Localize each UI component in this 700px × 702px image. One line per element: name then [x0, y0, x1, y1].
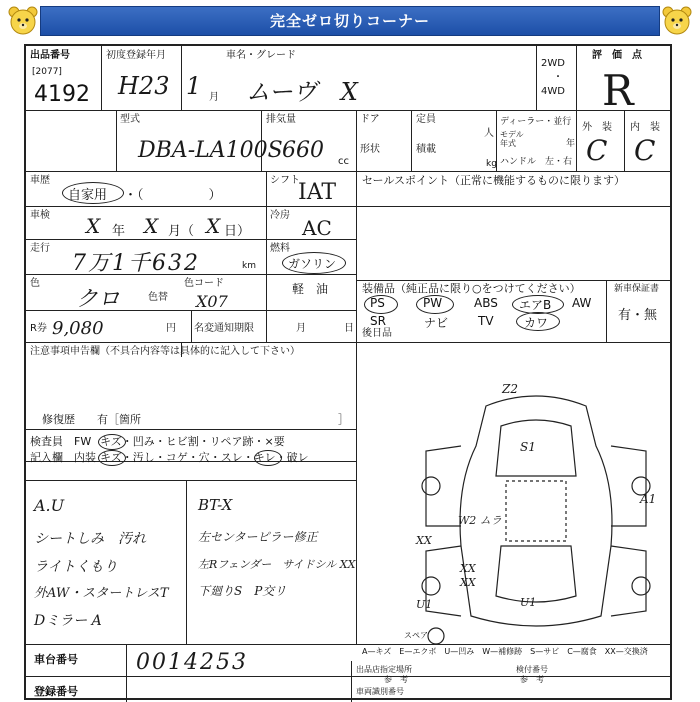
- vin-label: 車両識別番号: [356, 687, 404, 696]
- int-items: キズ・汚し・コゲ・穴・スレ・キレ・破レ: [100, 451, 309, 464]
- shift-label: シフト: [270, 175, 300, 186]
- warranty-label: 新車保証書: [614, 284, 660, 294]
- car-name-value: ムーヴ X: [246, 78, 358, 106]
- load-unit: kg: [486, 159, 497, 169]
- exterior-grade: C: [586, 134, 608, 167]
- mileage-label: 走行: [30, 243, 50, 254]
- drive-4wd: 4WD: [541, 86, 565, 97]
- first-reg-month-unit: 月: [209, 92, 219, 103]
- exterior-label: 外 装: [582, 122, 612, 133]
- recycle-value: 9,080: [52, 318, 104, 339]
- color-change-label: 色替: [148, 292, 168, 303]
- name-change-day: 日: [344, 323, 354, 334]
- equip-navi: ナビ: [424, 316, 449, 330]
- inspection-no-ref: 参 考: [520, 675, 544, 684]
- first-reg-year: H23: [118, 72, 170, 100]
- sales-point-label: セールスポイント（正常に機能するものに限ります）: [362, 174, 626, 187]
- chassis-value: 0014253: [136, 650, 248, 675]
- name-change-month: 月: [296, 323, 306, 334]
- fuel-gasoline: ガソリン: [288, 257, 337, 271]
- handle-label: ハンドル 左・右: [500, 157, 573, 167]
- recycle-label: R券: [30, 323, 47, 334]
- chassis-label: 車台番号: [34, 653, 78, 666]
- drive-dot: ・: [553, 72, 563, 83]
- interior-grade: C: [634, 134, 656, 167]
- inspection-year-unit: 年: [112, 224, 126, 239]
- color-code-value: X07: [196, 292, 228, 311]
- fuel-diesel: 軽 油: [292, 282, 329, 296]
- repair-label: 修復歴 有［箇所: [42, 413, 141, 426]
- ac-label: 冷房: [270, 210, 290, 221]
- fw-items: キズ・凹み・ヒビ割・リペア跡・×要: [100, 435, 285, 448]
- equip-airbag: エアB: [519, 298, 552, 312]
- inspector-label: 検査員: [30, 435, 63, 448]
- auction-sheet: [24, 44, 672, 700]
- color-label: 色: [30, 278, 40, 289]
- remark-left-3: ライトくもり: [34, 559, 118, 575]
- diagram-note-z2: Z2: [502, 382, 518, 396]
- color-value: クロ: [76, 287, 121, 312]
- first-reg-month: 1: [186, 72, 202, 100]
- header-title: 完全ゼロ切りコーナー: [269, 12, 430, 30]
- int-label: 内装: [74, 451, 96, 464]
- load-label: 積載: [416, 144, 436, 155]
- interior-label: 内 装: [630, 122, 660, 133]
- mileage-unit: km: [242, 261, 256, 271]
- car-name-label: 車名・グレード: [226, 50, 296, 61]
- diagram-spare: スペア: [404, 631, 428, 640]
- fuel-label: 燃料: [270, 243, 290, 254]
- dealer-label: ディーラー・並行: [500, 117, 572, 127]
- history-value: 自家用: [68, 188, 108, 203]
- diagram-note-a1: A1: [640, 492, 657, 506]
- inspection-day: X: [206, 214, 221, 238]
- header-bar: [40, 6, 660, 36]
- notes-label: 注意事項申告欄（不具合内容等は具体的に記入して下さい）: [30, 346, 300, 357]
- bear-mascot-icon: [6, 4, 40, 38]
- diagram-note-xx2: XX: [460, 562, 476, 575]
- lot-number: 4192: [34, 82, 90, 107]
- diagram-note-w2: W2 ムラ: [458, 514, 502, 527]
- remark-right-4: 下廻りS P交リ: [198, 584, 287, 598]
- equip-ps: PS: [370, 296, 385, 310]
- equip-tv: TV: [478, 314, 494, 328]
- capacity-unit: 人: [484, 128, 494, 139]
- equip-pw: PW: [423, 296, 443, 310]
- remark-left-5: Dミラー A: [34, 613, 102, 629]
- inspection-label: 車検: [30, 210, 50, 221]
- remark-right-1: BT-X: [198, 496, 233, 514]
- remark-right-3: 左Rフェンダー サイドシル XX: [198, 558, 356, 571]
- shift-value: IAT: [298, 180, 337, 205]
- rating-label: 評 価 点: [592, 50, 642, 61]
- inspection-day-unit: 日）: [224, 224, 251, 239]
- history-label: 車歴: [30, 175, 50, 186]
- diagram-note-u1-left: U1: [416, 598, 433, 611]
- diagram-note-xx3: XX: [460, 576, 476, 589]
- inspection-month-unit: 月（: [168, 224, 195, 239]
- year-unit: 年: [566, 139, 576, 149]
- recycle-unit: 円: [166, 323, 176, 334]
- equipment-label: 装備品（純正品に限り○をつけてください）: [362, 282, 581, 295]
- doors-label: ドア: [360, 114, 380, 125]
- lot-label: 出品番号: [30, 50, 70, 61]
- capacity-label: 定員: [416, 114, 436, 125]
- history-rest: ・（ ）: [124, 188, 222, 203]
- ac-value: AC: [302, 216, 332, 240]
- first-reg-label: 初度登録年月: [106, 50, 166, 61]
- remark-right-2: 左センターピラー修正: [198, 530, 318, 544]
- equip-aw: AW: [572, 296, 592, 310]
- equip-leather: カワ: [524, 316, 549, 330]
- inspection-no-label: 検付番号: [516, 665, 548, 674]
- inspection-year: X: [86, 214, 101, 238]
- color-code-label: 色コード: [184, 278, 224, 289]
- diagram-note-s1: S1: [520, 440, 536, 454]
- damage-legend: A—キズ E—エクボ U—凹み W—補修跡 S—サビ C—腐食 XX—交換済: [362, 647, 648, 656]
- remark-left-1: A.U: [34, 496, 65, 515]
- bear-mascot-icon: [660, 4, 694, 38]
- warranty-value: 有・無: [618, 308, 658, 323]
- model-label: 型式: [120, 114, 140, 125]
- model-year-label: モデル 年式: [500, 130, 524, 148]
- displacement-unit: cc: [338, 156, 349, 167]
- equip-sr: SR: [370, 314, 386, 328]
- repair-close: ］: [338, 413, 349, 426]
- diagram-note-xx1: XX: [416, 534, 432, 547]
- model-value: DBA-LA100S: [138, 138, 283, 163]
- mileage-value: 7万1千632: [72, 251, 200, 276]
- rating-score: R: [602, 66, 634, 115]
- remark-left-2: シートしみ 汚れ: [34, 531, 146, 547]
- reg-no-label: 登録番号: [34, 685, 78, 698]
- diagram-note-u1-right: U1: [520, 596, 537, 609]
- agency-sub: 参 考: [384, 675, 408, 684]
- displacement-value: 660: [282, 138, 324, 163]
- drive-2wd: 2WD: [541, 58, 565, 69]
- entry-label: 記入欄: [30, 451, 63, 464]
- displacement-label: 排気量: [266, 114, 296, 125]
- inspection-month: X: [144, 214, 159, 238]
- name-change-label: 名変通知期限: [194, 323, 254, 334]
- remark-left-4: 外AW・スタートレスT: [34, 586, 169, 601]
- lot-sub: [2077]: [32, 67, 62, 77]
- equip-abs: ABS: [474, 296, 498, 310]
- header: [0, 0, 700, 40]
- fw-label: FW: [74, 435, 92, 448]
- agency-label: 出品店指定場所: [356, 665, 412, 674]
- after-date-label: 後日品: [362, 328, 392, 339]
- shape-label: 形状: [360, 144, 380, 155]
